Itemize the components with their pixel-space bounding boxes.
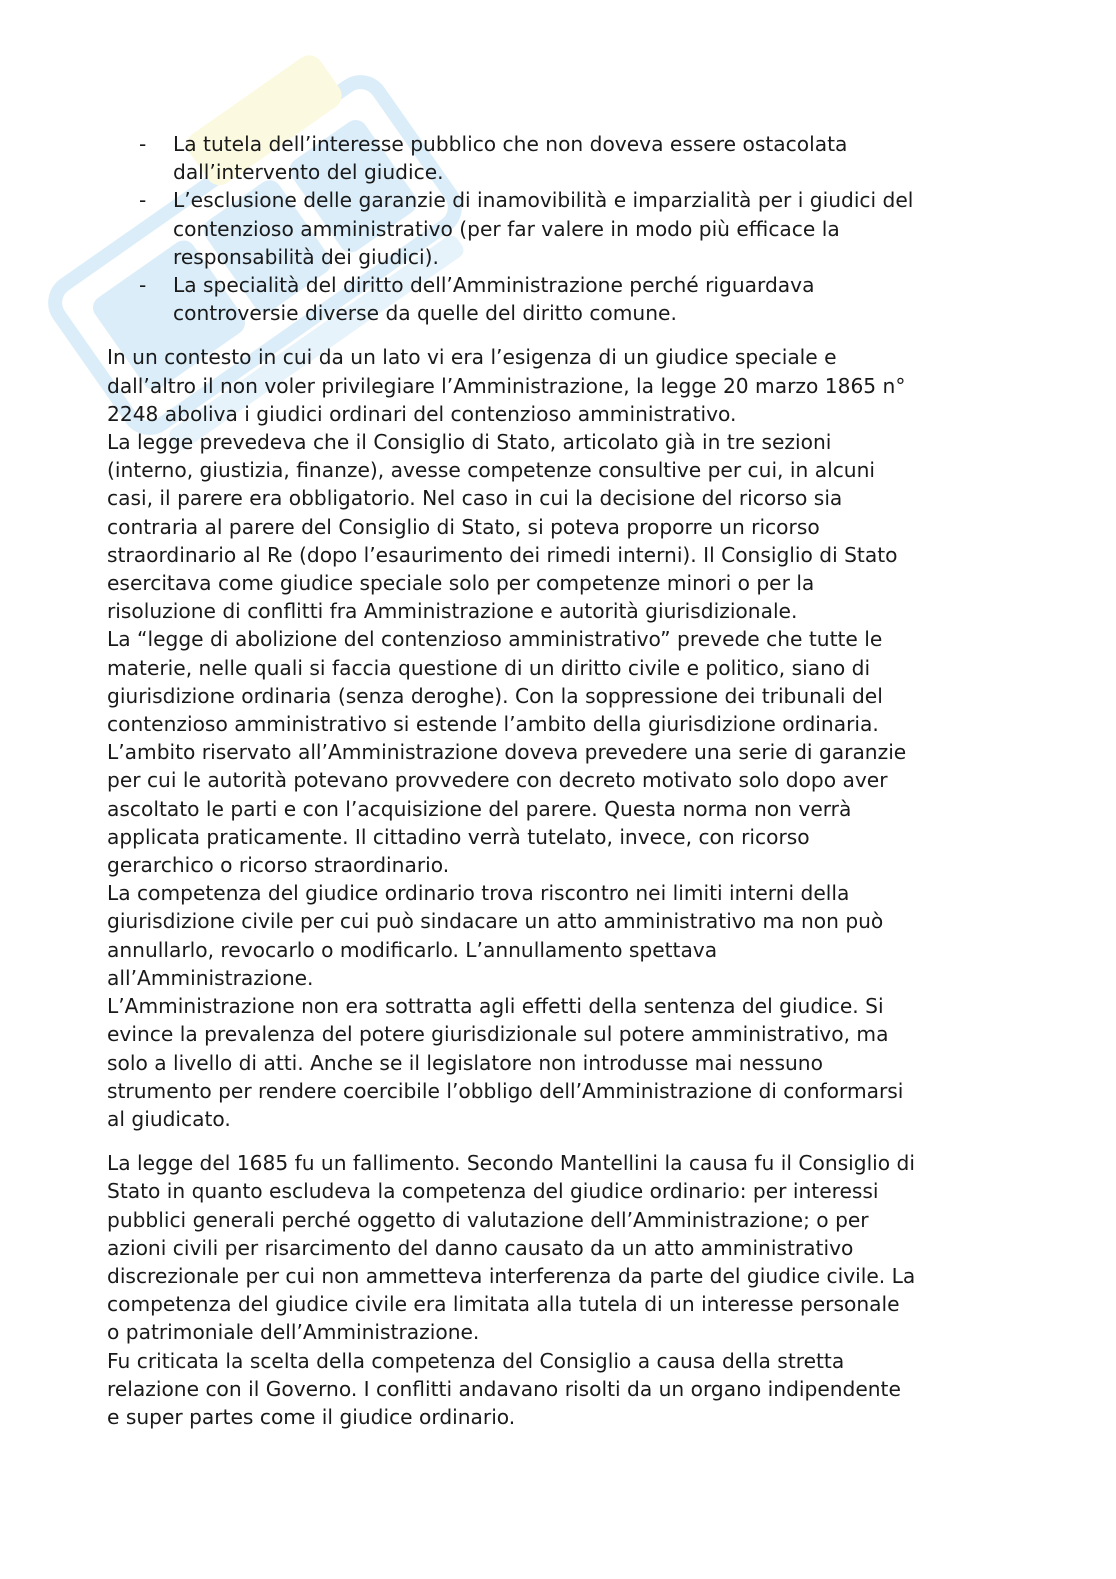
text-line: La competenza del giudice ordinario trova riscontro nei limiti interni della — [107, 881, 850, 906]
paragraphs-container — [107, 343, 1007, 1431]
text-line: giurisdizione civile per cui può sindacare un atto amministrativo ma non può — [107, 909, 884, 934]
bullet-item — [107, 186, 1007, 271]
text-line: applicata praticamente. Il cittadino verrà tutelato, invece, con ricorso — [107, 824, 810, 849]
bullet-item — [107, 271, 1007, 327]
bullet-line: responsabilità dei giudici). — [173, 244, 439, 269]
text-line: pubblici generali perché oggetto di valutazione dell’Amministrazione; o per — [107, 1207, 869, 1232]
text-line: L’ambito riservato all’Amministrazione doveva prevedere una serie di garanzie — [107, 740, 907, 765]
text-line: L’Amministrazione non era sottratta agli effetti della sentenza del giudice. Si — [107, 994, 884, 1019]
text-line: risoluzione di conflitti fra Amministrazione e autorità giurisdizionale. — [107, 599, 798, 624]
text-line: La legge prevedeva che il Consiglio di Stato, articolato già in tre sezioni — [107, 430, 832, 455]
text-line: 2248 aboliva i giudici ordinari del contenzioso amministrativo. — [107, 401, 737, 426]
text-line: contraria al parere del Consiglio di Stato, si poteva proporre un ricorso — [107, 514, 820, 539]
text-line: relazione con il Governo. I conflitti andavano risolti da un organo indipendente — [107, 1376, 901, 1401]
text-line: per cui le autorità potevano provvedere con decreto motivato solo dopo aver — [107, 768, 888, 793]
text-line: evince la prevalenza del potere giurisdizionale sul potere amministrativo, ma — [107, 1022, 889, 1047]
text-line: Stato in quanto escludeva la competenza del giudice ordinario: per interessi — [107, 1179, 879, 1204]
text-line: Fu criticata la scelta della competenza del Consiglio a causa della stretta — [107, 1348, 845, 1373]
text-line: materie, nelle quali si faccia questione di un diritto civile e politico, siano di — [107, 655, 871, 680]
text-line: casi, il parere era obbligatorio. Nel caso in cui la decisione del ricorso sia — [107, 486, 843, 511]
text-line: straordinario al Re (dopo l’esaurimento dei rimedi interni). Il Consiglio di Stato — [107, 542, 898, 567]
bullet-line: La tutela dell’interesse pubblico che non doveva essere ostacolata — [173, 132, 848, 156]
text-line: al giudicato. — [107, 1106, 231, 1131]
bullet-marker: - — [139, 132, 147, 156]
text-line: La legge del 1685 fu un fallimento. Secondo Mantellini la causa fu il Consiglio di — [107, 1151, 915, 1176]
text-line: ascoltato le parti e con l’acquisizione del parere. Questa norma non verrà — [107, 796, 852, 821]
text-line: La “legge di abolizione del contenzioso amministrativo” prevede che tutte le — [107, 627, 883, 652]
text-line: esercitava come giudice speciale solo per competenze minori o per la — [107, 571, 815, 596]
text-line: dall’altro il non voler privilegiare l’Amministrazione, la legge 20 marzo 1865 n° — [107, 373, 906, 398]
text-line: e super partes come il giudice ordinario. — [107, 1404, 516, 1429]
text-line: giurisdizione ordinaria (senza deroghe). Con la soppressione dei tribunali del — [107, 683, 883, 708]
bullet-marker: - — [139, 273, 147, 298]
text-line: azioni civili per risarcimento del danno causato da un atto amministrativo — [107, 1235, 854, 1260]
text-line: all’Amministrazione. — [107, 965, 314, 990]
bullet-item — [107, 130, 1007, 186]
text-line: (interno, giustizia, finanze), avesse competenze consultive per cui, in alcuni — [107, 458, 875, 483]
document-page — [107, 130, 1007, 1447]
bullet-line: L’esclusione delle garanzie di inamovibilità e imparzialità per i giudici del — [173, 188, 914, 213]
text-line: contenzioso amministrativo si estende l’ambito della giurisdizione ordinaria. — [107, 712, 879, 737]
paragraph — [107, 1149, 1007, 1431]
bullet-marker: - — [139, 188, 147, 213]
text-line: In un contesto in cui da un lato vi era l’esigenza di un giudice speciale e — [107, 345, 837, 370]
text-line: strumento per rendere coercibile l’obbligo dell’Amministrazione di conformarsi — [107, 1078, 904, 1103]
text-line: competenza del giudice civile era limitata alla tutela di un interesse personale — [107, 1292, 900, 1317]
bullet-line: La specialità del diritto dell’Amministrazione perché riguardava — [173, 273, 815, 298]
bullet-list — [107, 130, 1007, 327]
bullet-line: contenzioso amministrativo (per far valere in modo più efficace la — [173, 216, 840, 241]
text-line: annullarlo, revocarlo o modificarlo. L’annullamento spettava — [107, 937, 718, 962]
text-line: discrezionale per cui non ammetteva interferenza da parte del giudice civile. La — [107, 1263, 916, 1288]
text-line: o patrimoniale dell’Amministrazione. — [107, 1320, 480, 1345]
text-line: gerarchico o ricorso straordinario. — [107, 853, 450, 878]
text-line: solo a livello di atti. Anche se il legislatore non introdusse mai nessuno — [107, 1050, 823, 1075]
bullet-line: controversie diverse da quelle del diritto comune. — [173, 301, 677, 326]
bullet-line: dall’intervento del giudice. — [173, 160, 444, 185]
paragraph — [107, 343, 1007, 1133]
